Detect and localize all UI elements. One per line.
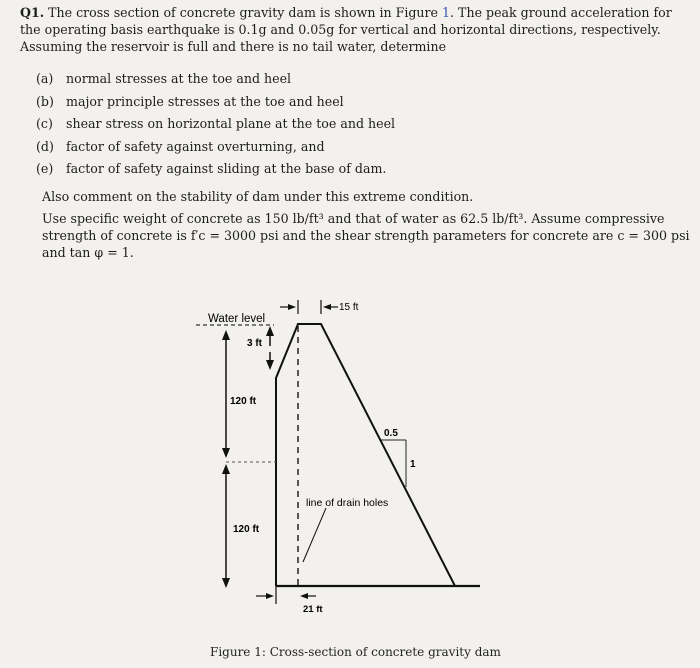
lower-height-label: 120 ft bbox=[233, 524, 260, 535]
top-width-label: 15 ft bbox=[339, 302, 359, 313]
arrowhead-icon bbox=[222, 578, 230, 588]
drain-leader-line bbox=[303, 508, 326, 562]
slope-rise-label: 1 bbox=[410, 459, 416, 470]
intro-text-2: . The peak ground acceleration for the operating basis earthquake is 0.1g and 0.05g for vertical and horizontal directions, respectively. Assuming the reservoir is full and there is no tail water, determine bbox=[20, 5, 672, 54]
figure-caption: Figure 1: Cross-section of concrete gravity dam bbox=[210, 645, 501, 659]
item-label: (a) bbox=[36, 71, 54, 86]
item-text: shear stress on horizontal plane at the toe and heel bbox=[66, 116, 396, 131]
material-specs: Use specific weight of concrete as 150 lb/ft³ and that of water as 62.5 lb/ft³. Assume compressive strength of concrete is f′c = 3000 psi and the shear strength parameters for concrete are c = 300 psi and tan φ = 1. bbox=[42, 211, 690, 260]
slope-run-label: 0.5 bbox=[384, 428, 398, 439]
arrowhead-icon bbox=[222, 464, 230, 474]
item-text: factor of safety against overturning, and bbox=[66, 138, 325, 154]
freeboard-label: 3 ft bbox=[247, 338, 262, 349]
item-text: major principle stresses at the toe and heel bbox=[66, 93, 344, 109]
arrowhead-icon bbox=[323, 304, 331, 310]
heel-offset-label: 21 ft bbox=[303, 604, 323, 615]
stability-comment: Also comment on the stability of dam under this extreme condition. bbox=[42, 189, 474, 204]
arrowhead-icon bbox=[266, 326, 274, 336]
upper-height-label: 120 ft bbox=[230, 396, 257, 407]
item-label: (d) bbox=[36, 138, 54, 154]
arrowhead-icon bbox=[288, 304, 296, 310]
arrowhead-icon bbox=[222, 330, 230, 340]
item-text: factor of safety against sliding at the base of dam. bbox=[66, 161, 387, 176]
item-label: (e) bbox=[36, 161, 54, 176]
item-text: normal stresses at the toe and heel bbox=[66, 71, 292, 86]
intro-text-1: The cross section of concrete gravity dam is shown in Figure bbox=[48, 5, 439, 20]
question-number: Q1. bbox=[20, 5, 45, 20]
item-label: (c) bbox=[36, 116, 53, 131]
water-level-label: Water level bbox=[208, 313, 266, 325]
item-label: (b) bbox=[36, 93, 54, 109]
dam-outline bbox=[276, 324, 455, 586]
drain-holes-label: line of drain holes bbox=[306, 497, 389, 509]
figure-reference-link[interactable]: 1 bbox=[442, 5, 451, 20]
arrowhead-icon bbox=[266, 593, 274, 599]
arrowhead-icon bbox=[222, 448, 230, 458]
